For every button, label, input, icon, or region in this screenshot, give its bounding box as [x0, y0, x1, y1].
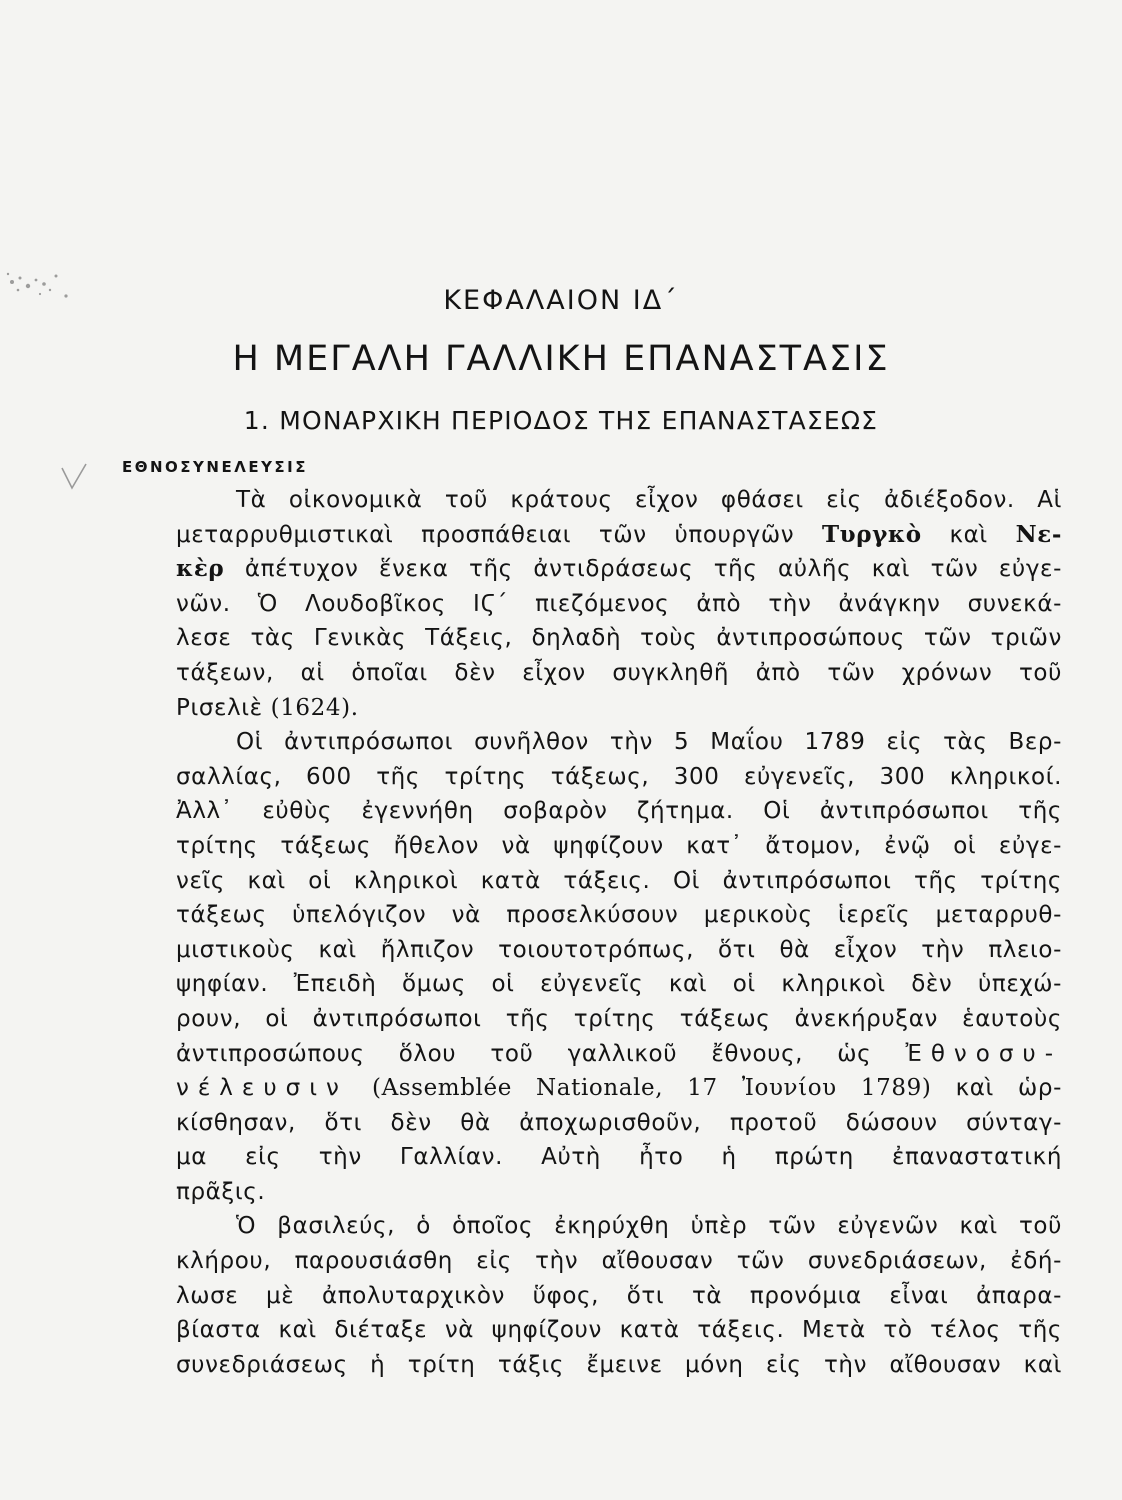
text-line: πρᾶξις.: [176, 1178, 266, 1205]
body-text: [116, 483, 1062, 1382]
term-ethnosyneleusis-part1: Ἐθνοσυ-: [905, 1040, 1063, 1067]
check-mark-icon: [60, 462, 88, 492]
text-line: [116, 552, 1062, 587]
text-line: Ὁ βασιλεύς, ὁ ὁποῖος ἐκηρύχθη ὑπὲρ τῶν εὐγενῶν καὶ τοῦ: [236, 1213, 1062, 1240]
name-necker-part1: Νε-: [1015, 520, 1062, 548]
paragraph-1: [116, 483, 1062, 725]
text-line: [116, 518, 1062, 553]
text-line: Οἱ ἀντιπρόσωποι συνῆλθον τὴν 5 Μαΐου 1789 εἰς τὰς Βερ-: [236, 729, 1062, 756]
name-necker-part2: κὲρ: [176, 555, 225, 583]
text-line: ρουν, οἱ ἀντιπρόσωποι τῆς τρίτης τάξεως ἀνεκήρυξαν ἑαυτοὺς: [176, 1005, 1062, 1032]
text-line: νῶν. Ὁ Λουδοβῖκος ΙϚ΄ πιεζόμενος ἀπὸ τὴν ἀνάγκην συνεκά-: [176, 590, 1062, 617]
chapter-label: ΚΕΦΑΛΑΙΟΝ ΙΔ΄: [443, 285, 679, 316]
text-line: βίαστα καὶ διέταξε νὰ ψηφίζουν κατὰ τάξεις. Μετὰ τὸ τέλος τῆς: [176, 1317, 1062, 1344]
text-fragment: ἀπέτυχον ἕνεκα τῆς ἀντιδράσεως τῆς αὐλῆς καὶ τῶν εὐγε-: [244, 556, 1062, 583]
text-line: Τὰ οἰκονομικὰ τοῦ κράτους εἶχον φθάσει εἰς ἀδιέξοδον. Αἱ: [236, 487, 1062, 513]
text-line: μα εἰς τὴν Γαλλίαν. Αὐτὴ ἦτο ἡ πρώτη ἐπαναστατική: [176, 1144, 1062, 1171]
text-line: [116, 1037, 1062, 1072]
text-line: κλήρου, παρουσιάσθη εἰς τὴν αἴθουσαν τῶν συνεδριάσεων, ἐδή-: [176, 1248, 1062, 1275]
text-line: νεῖς καὶ οἱ κληρικοὶ κατὰ τάξεις. Οἱ ἀντιπρόσωποι τῆς τρίτης: [176, 867, 1062, 894]
text-line: [116, 1071, 1062, 1106]
text-fragment: Ρισελιὲ: [176, 694, 263, 721]
french-term: (Assemblée Nationale, 17 Ἰουνίου 1789): [372, 1075, 932, 1102]
text-line: τάξεων, αἱ ὁποῖαι δὲν εἶχον συγκληθῆ ἀπὸ τῶν χρόνων τοῦ: [176, 659, 1062, 686]
text-line: τρίτης τάξεως ἤθελον νὰ ψηφίζουν κατ᾿ ἄτομον, ἐνῷ οἱ εὐγε-: [176, 832, 1062, 859]
text-line: μιστικοὺς καὶ ἤλπιζον τοιουτοτρόπως, ὅτι θὰ εἶχον τὴν πλειο-: [176, 936, 1062, 963]
name-turgot: Τυργκὸ: [821, 520, 922, 548]
text-line: Ἀλλ᾿ εὐθὺς ἐγεννήθη σοβαρὸν ζήτημα. Οἱ ἀντιπρόσωποι τῆς: [176, 798, 1062, 825]
text-line: συνεδριάσεως ἡ τρίτη τάξις ἔμεινε μόνη εἰς τὴν αἴθουσαν καὶ: [176, 1351, 1062, 1378]
text-line: λωσε μὲ ἀπολυταρχικὸν ὕφος, ὅτι τὰ προνόμια εἶναι ἀπαρα-: [176, 1282, 1062, 1309]
text-fragment: μεταρρυθμιστικαὶ προσπάθειαι τῶν ὑπουργῶν: [176, 521, 795, 548]
paragraph-2: [116, 725, 1062, 1209]
chapter-title: Η ΜΕΓΑΛΗ ΓΑΛΛΙΚΗ ΕΠΑΝΑΣΤΑΣΙΣ: [232, 339, 890, 379]
text-line: κίσθησαν, ὅτι δὲν θὰ ἀποχωρισθοῦν, προτοῦ δώσουν σύνταγ-: [176, 1109, 1062, 1136]
text-fragment: καὶ ὡρ-: [955, 1075, 1062, 1102]
subsection-title: ΕΘΝΟΣΥΝΕΛΕΥΣΙΣ: [122, 458, 309, 476]
text-line: λεσε τὰς Γενικὰς Τάξεις, δηλαδὴ τοὺς ἀντιπροσώπους τῶν τριῶν: [176, 625, 1062, 652]
text-fragment: καὶ: [949, 521, 988, 548]
text-fragment: ἀντιπροσώπους ὅλου τοῦ γαλλικοῦ ἔθνους, ὡς: [176, 1040, 872, 1067]
text-line: ψηφίαν. Ἐπειδὴ ὅμως οἱ εὐγενεῖς καὶ οἱ κληρικοὶ δὲν ὑπεχώ-: [176, 971, 1062, 998]
text-line: σαλλίας, 600 τῆς τρίτης τάξεως, 300 εὐγενεῖς, 300 κληρικοί.: [176, 763, 1062, 790]
section-title: 1. ΜΟΝΑΡΧΙΚΗ ΠΕΡΙΟΔΟΣ ΤΗΣ ΕΠΑΝΑΣΤΑΣΕΩΣ: [243, 406, 879, 435]
term-ethnosyneleusis-part2: νέλευσιν: [176, 1075, 348, 1102]
year-reference: (1624).: [270, 694, 359, 721]
paragraph-3: [116, 1209, 1062, 1382]
text-line: [116, 691, 1062, 726]
text-line: τάξεως ὑπελόγιζον νὰ προσελκύσουν μερικοὺς ἱερεῖς μεταρρυθ-: [176, 902, 1062, 929]
